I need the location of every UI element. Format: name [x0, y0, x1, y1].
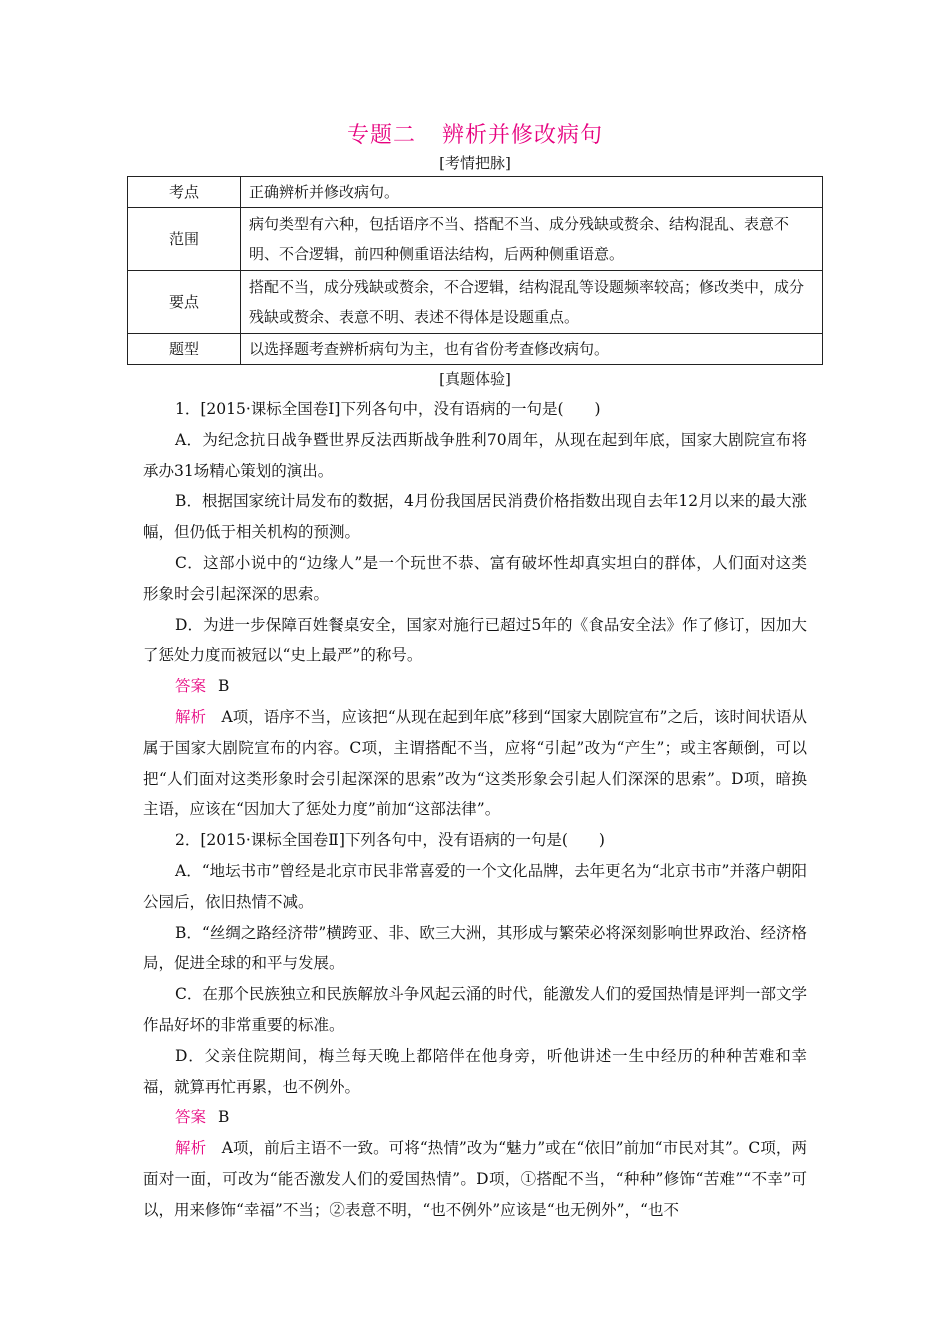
- question-option: C．这部小说中的“边缘人”是一个玩世不恭、富有破坏性却真实坦白的群体，人们面对这类形象时会引起深深的思索。: [143, 553, 807, 603]
- answer-line: [143, 1102, 807, 1133]
- page-title: [0, 118, 950, 149]
- answer-line: [143, 671, 807, 702]
- table-value: 以选择题考查辨析病句为主，也有省份考查修改病句。: [241, 334, 823, 365]
- question-option: C．在那个民族独立和民族解放斗争风起云涌的时代，能激发人们的爱国热情是评判一部文学作品好坏的非常重要的标准。: [143, 985, 807, 1034]
- table-row: [128, 271, 823, 334]
- analysis-text: A项，语序不当，应该把“从现在起到年底”移到“国家大剧院宣布”之后，该时间状语从属于国家大剧院宣布的内容。C项，主谓搭配不当，应将“引起”改为“产生”；或主客颠倒，可以把“人们面对这类形象时会引起深深的思索”改为“这类形象会引起人们深深的思索”。D项，暗换主语，应该在“因加大了惩处力度”前加“这部法律”。: [143, 707, 807, 819]
- question-option: A．为纪念抗日战争暨世界反法西斯战争胜利70周年，从现在起到年底，国家大剧院宣布将承办31场精心策划的演出。: [143, 430, 807, 480]
- answer-label: 答案: [175, 1108, 207, 1127]
- section-heading-overview: [考情把脉]: [439, 154, 511, 172]
- question-option: D．为进一步保障百姓餐桌安全，国家对施行已超过5年的《食品安全法》作了修订，因加大了惩处力度而被冠以“史上最严”的称号。: [143, 615, 807, 665]
- analysis-paragraph: [143, 1133, 807, 1225]
- answer-value: B: [218, 677, 230, 696]
- table-key: 范围: [128, 208, 241, 271]
- table-value: 正确辨析并修改病句。: [241, 177, 823, 208]
- table-row: [128, 334, 823, 365]
- table-key: 要点: [128, 271, 241, 334]
- table-key: 题型: [128, 334, 241, 365]
- table-key: 考点: [128, 177, 241, 208]
- table-row: [128, 208, 823, 271]
- answer-label: 答案: [175, 677, 207, 696]
- question-option: B．“丝绸之路经济带”横跨亚、非、欧三大洲，其形成与繁荣必将深刻影响世界政治、经济格局，促进全球的和平与发展。: [143, 923, 807, 973]
- table-value: 病句类型有六种，包括语序不当、搭配不当、成分残缺或赘余、结构混乱、表意不明、不合逻辑，前四种侧重语法结构，后两种侧重语意。: [241, 208, 823, 271]
- table-value: 搭配不当，成分残缺或赘余，不合逻辑，结构混乱等设题频率较高；修改类中，成分残缺或赘余、表意不明、表述不得体是设题重点。: [241, 271, 823, 334]
- answer-value: B: [218, 1108, 230, 1127]
- title-part-1: 专题二: [346, 123, 416, 148]
- questions-body: [143, 394, 807, 1226]
- analysis-label: 解析: [175, 707, 207, 726]
- analysis-label: 解析: [175, 1139, 207, 1158]
- question-stem: 2．[2015·课标全国卷Ⅱ]下列各句中，没有语病的一句是( ): [175, 831, 605, 850]
- section-heading-practice: [真题体验]: [439, 370, 511, 388]
- question-stem: 1．[2015·课标全国卷Ⅰ]下列各句中，没有语病的一句是( ): [175, 400, 601, 418]
- question-option: B．根据国家统计局发布的数据，4月份我国居民消费价格指数出现自去年12月以来的最大涨幅，但仍低于相关机构的预测。: [143, 492, 807, 542]
- overview-table: [127, 176, 823, 365]
- question-option: D．父亲住院期间，梅兰每天晚上都陪伴在他身旁，听他讲述一生中经历的种种苦难和幸福，就算再忙再累，也不例外。: [143, 1046, 807, 1096]
- table-row: [128, 177, 823, 208]
- title-part-2: 辨析并修改病句: [442, 123, 604, 148]
- analysis-text: A项，前后主语不一致。可将“热情”改为“魅力”或在“依旧”前加“市民对其”。C项，两面对一面，可改为“能否激发人们的爱国热情”。D项，①搭配不当，“种种”修饰“苦难”“不幸”可以，用来修饰“幸福”不当；②表意不明，“也不例外”应该是“也无例外”，“也不: [143, 1139, 807, 1219]
- question-option: A．“地坛书市”曾经是北京市民非常喜爱的一个文化品牌，去年更名为“北京书市”并落户朝阳公园后，依旧热情不减。: [143, 861, 807, 911]
- analysis-paragraph: [143, 702, 807, 825]
